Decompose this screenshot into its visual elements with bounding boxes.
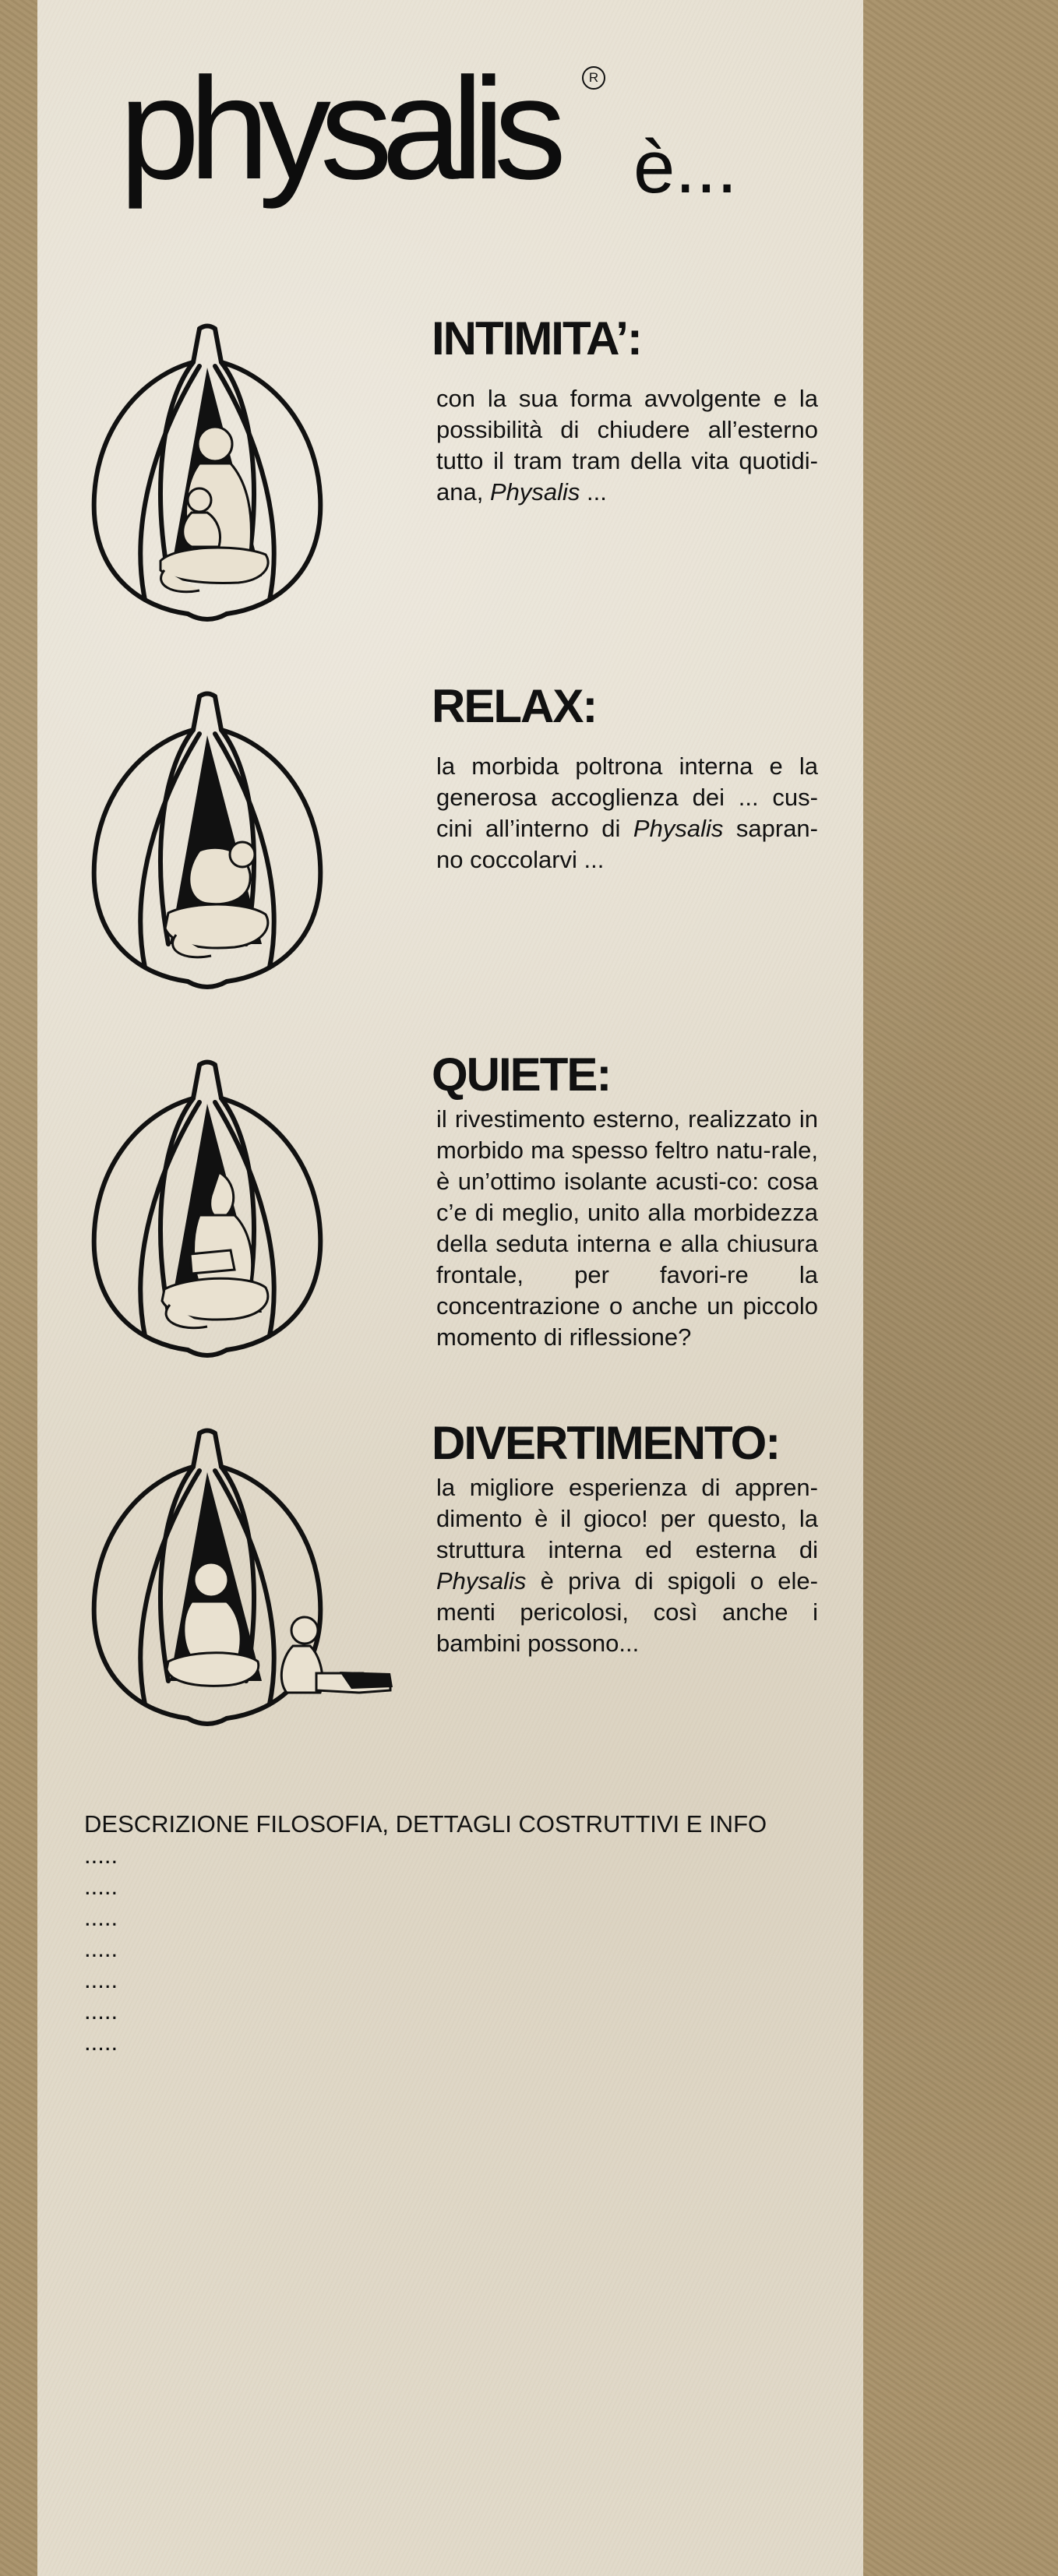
placeholder-line: ..... xyxy=(84,1904,118,1931)
section-divertimento xyxy=(37,1416,863,1743)
placeholder-line: ..... xyxy=(84,1841,118,1869)
brand-emphasis: Physalis xyxy=(489,478,580,506)
section-heading: DIVERTIMENTO: xyxy=(432,1417,780,1469)
section-relax xyxy=(37,679,863,1006)
logo-wordmark: physalis xyxy=(119,48,555,210)
description-block xyxy=(84,1809,767,2058)
content-panel xyxy=(37,0,863,2576)
brand-emphasis: Physalis xyxy=(436,1567,527,1595)
pod-mother-child-playing-illustration xyxy=(83,1424,418,1736)
placeholder-line: ..... xyxy=(84,1997,118,2025)
pod-person-resting-illustration xyxy=(83,687,332,999)
section-intimita xyxy=(37,312,863,639)
placeholder-line: ..... xyxy=(84,1873,118,1900)
placeholder-line: ..... xyxy=(84,1935,118,1962)
text-part: la migliore esperienza di appren-dimento è il gioco! per questo, la struttura interna ed esterna di xyxy=(436,1474,818,1563)
pod-mother-nursing-illustration xyxy=(83,319,332,631)
placeholder-line: ..... xyxy=(84,1966,118,1993)
section-text xyxy=(436,1472,818,1659)
text-part: la morbida poltrona interna e la generosa accoglienza dei ... cus-cini all’interno di xyxy=(436,752,818,842)
section-heading: INTIMITA’: xyxy=(432,312,641,365)
brand-emphasis: Physalis xyxy=(633,815,724,842)
text-part: sapran-no coccolarvi ... xyxy=(436,815,818,873)
section-text xyxy=(436,751,818,876)
text-part: ... xyxy=(580,478,607,506)
text-part: è priva di spigoli o ele-menti pericolosi, così anche i bambini possono... xyxy=(436,1567,818,1657)
pod-person-reading-illustration xyxy=(83,1055,332,1367)
text-part: il rivestimento esterno, realizzato in morbido ma spesso feltro natu-rale, è un’ottimo isolante acusti-co: cosa c’e di meglio, unito alla morbidezza della seduta interna e alla chiusura frontale, per favori-re la concentrazione o anche un piccolo momento di riflessione? xyxy=(436,1105,818,1351)
placeholder-line: ..... xyxy=(84,2028,118,2056)
section-text xyxy=(436,1104,818,1353)
logo xyxy=(119,43,789,238)
text-part: con la sua forma avvolgente e la possibilità di chiudere all’esterno tutto il tram tram della vita quotidi-ana, xyxy=(436,385,818,506)
section-heading: RELAX: xyxy=(432,680,597,732)
section-text xyxy=(436,383,818,508)
logo-suffix: è... xyxy=(633,125,738,209)
registered-mark-icon: R xyxy=(582,66,605,90)
section-quiete xyxy=(37,1048,863,1375)
section-heading: QUIETE: xyxy=(432,1048,611,1101)
description-title: DESCRIZIONE FILOSOFIA, DETTAGLI COSTRUTTIVI E INFO xyxy=(84,1810,767,1838)
